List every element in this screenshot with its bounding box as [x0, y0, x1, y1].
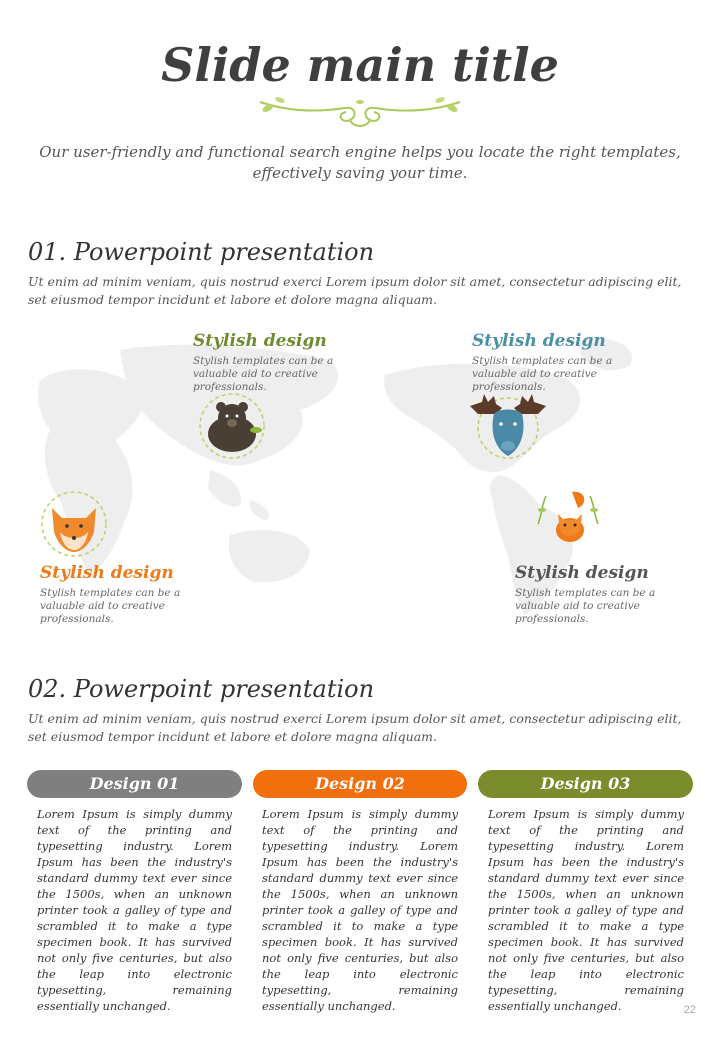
- page-title: Slide main title: [161, 38, 559, 92]
- feature-title-bear: Stylish design: [193, 331, 327, 351]
- design-02-pill: Design 02: [253, 770, 467, 798]
- design-03-pill: Design 03: [478, 770, 693, 798]
- design-03-text: Lorem Ipsum is simply dummy text of the printing and typesetting industry. Lorem Ipsum has been the industry's standard dummy text ever since the 1500s, when an unknown printer took a galley of type and scrambled it to make a type specimen book. It has survived not only five centuries, but also the leap into electronic typesetting, remaining essentially unchanged.: [488, 807, 684, 1013]
- feature-text-bear: Stylish templates can be a valuable aid to creative professionals.: [193, 355, 334, 393]
- design-01-text: Lorem Ipsum is simply dummy text of the printing and typesetting industry. Lorem Ipsum has been the industry's standard dummy text ever since the 1500s, when an unknown printer took a galley of type and scrambled it to make a type specimen book. It has survived not only five centuries, but also the leap into electronic typesetting, remaining essentially unchanged.: [37, 807, 232, 1013]
- section1-text: Ut enim ad minim veniam, quis nostrud exerci Lorem ipsum dolor sit amet, consectetur adipiscing elit, set eiusmod tempor incidunt et labore et dolore magna aliquam.: [28, 274, 682, 307]
- section1-title: 01. Powerpoint presentation: [28, 238, 375, 266]
- page-subtitle: Our user-friendly and functional search engine helps you locate the right templates, effectively saving your time.: [39, 143, 681, 182]
- feature-title-fox-right: Stylish design: [515, 563, 649, 583]
- design-02-text: Lorem Ipsum is simply dummy text of the printing and typesetting industry. Lorem Ipsum has been the industry's standard dummy text ever since the 1500s, when an unknown printer took a galley of type and scrambled it to make a type specimen book. It has survived not only five centuries, but also the leap into electronic typesetting, remaining essentially unchanged.: [262, 807, 458, 1013]
- bear-icon: [196, 390, 268, 462]
- fox-icon: [532, 484, 604, 556]
- feature-text-fox-right: Stylish templates can be a valuable aid to creative professionals.: [515, 587, 656, 625]
- feature-text-moose: Stylish templates can be a valuable aid to creative professionals.: [472, 355, 613, 393]
- leaf-flourish-icon: [250, 94, 470, 130]
- moose-icon: [468, 390, 548, 462]
- section2-text: Ut enim ad minim veniam, quis nostrud exerci Lorem ipsum dolor sit amet, consectetur adipiscing elit, set eiusmod tempor incidunt et labore et dolore magna aliquam.: [28, 711, 682, 744]
- feature-title-fox-left: Stylish design: [40, 563, 174, 583]
- design-01-pill: Design 01: [27, 770, 242, 798]
- section2-title: 02. Powerpoint presentation: [28, 675, 375, 703]
- fox-icon: [38, 488, 110, 560]
- feature-title-moose: Stylish design: [472, 331, 606, 351]
- feature-text-fox-left: Stylish templates can be a valuable aid to creative professionals.: [40, 587, 181, 625]
- page-number: 22: [683, 1004, 696, 1016]
